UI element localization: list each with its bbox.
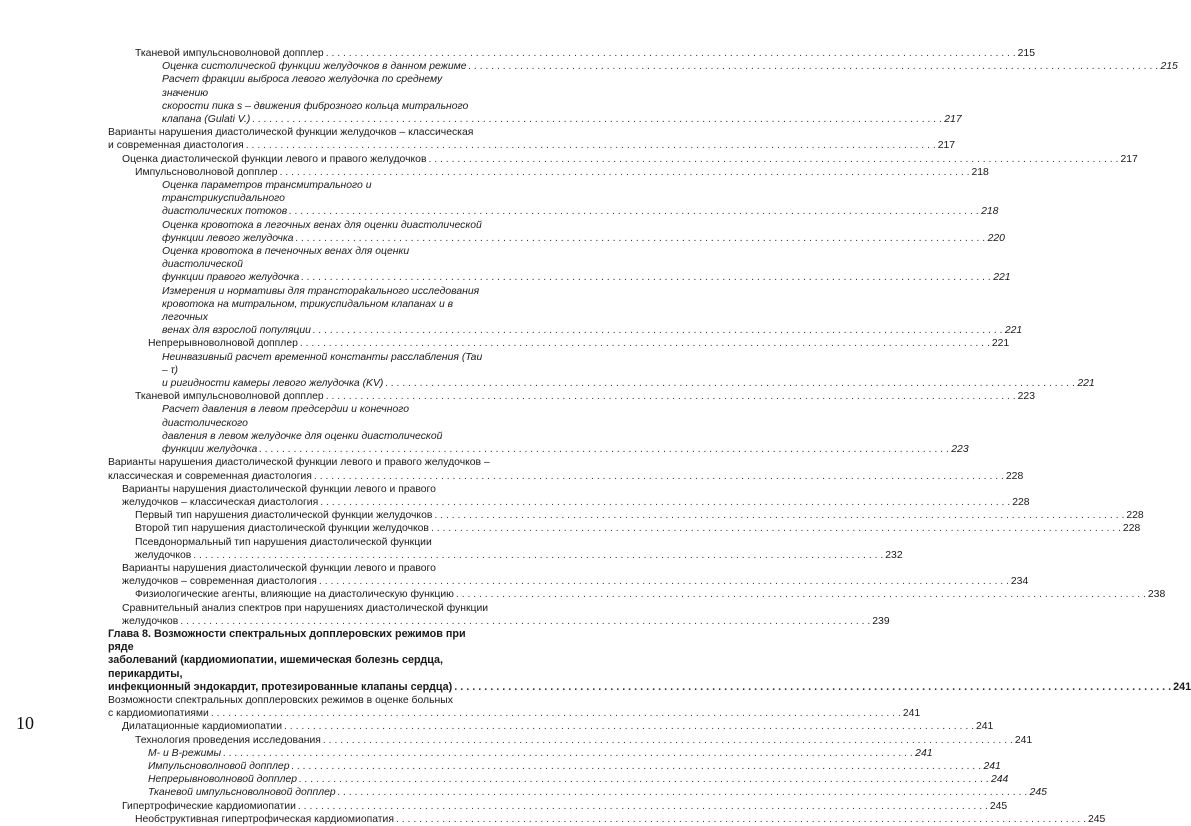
toc-entry[interactable] bbox=[108, 483, 1030, 509]
toc-entry-last-line bbox=[108, 588, 1166, 601]
toc-page-number: 245 bbox=[1029, 787, 1047, 799]
toc-entry-last-line bbox=[108, 549, 903, 562]
toc-entry[interactable] bbox=[108, 627, 1191, 694]
toc-entry-text: Оценка кровотока в печеночных венах для оценки диастолической bbox=[162, 246, 410, 271]
toc-entry-text: желудочков – классическая диастология bbox=[122, 496, 319, 508]
toc-entry[interactable] bbox=[108, 166, 989, 179]
toc-entry-text: функции правого желудочка bbox=[162, 272, 300, 284]
toc-entry-text: Расчет давления в левом предсердии и конечного диастолического bbox=[162, 404, 410, 429]
toc-entry-last-line bbox=[108, 324, 1023, 337]
toc-page-number: 241 bbox=[1014, 734, 1033, 746]
dot-leader bbox=[259, 443, 949, 456]
toc-entry[interactable] bbox=[108, 588, 1166, 601]
dot-leader bbox=[338, 786, 1028, 799]
toc-entry-text: Варианты нарушения диастолической функции левого и правого желудочков – bbox=[108, 457, 490, 469]
toc-entry-last-line bbox=[108, 390, 1035, 403]
toc-entry-text: и современная диастология bbox=[108, 140, 244, 152]
toc-page-number: 241 bbox=[1173, 680, 1191, 693]
dot-leader bbox=[314, 470, 1004, 483]
dot-leader bbox=[299, 773, 989, 786]
toc-page-number: 245 bbox=[1087, 813, 1106, 825]
toc-entry-text: Непрерывноволновой допплер bbox=[148, 774, 298, 786]
toc-entry-last-line bbox=[108, 153, 1138, 166]
dot-leader bbox=[326, 390, 1016, 403]
toc-entry-text: Глава 8. Возможности спектральных допплеровских режимов при ряде bbox=[108, 627, 466, 654]
toc-entry-last-line bbox=[108, 720, 994, 733]
toc-entry[interactable] bbox=[108, 153, 1138, 166]
toc-page-number: 220 bbox=[987, 232, 1005, 244]
toc-page-number: 241 bbox=[902, 708, 921, 720]
toc-page-number: 228 bbox=[1122, 523, 1141, 535]
toc-page-number: 228 bbox=[1126, 510, 1144, 522]
toc-entry-text: желудочков bbox=[135, 549, 192, 561]
toc-entry[interactable] bbox=[108, 760, 1001, 773]
toc-entry-text: Сравнительный анализ спектров при нарушениях диастолической функции bbox=[122, 602, 489, 614]
toc-entry[interactable] bbox=[108, 390, 1035, 403]
toc-entry[interactable] bbox=[108, 773, 1009, 786]
toc-entry[interactable] bbox=[108, 60, 1178, 73]
dot-leader bbox=[320, 496, 1010, 509]
toc-entry[interactable] bbox=[108, 747, 933, 760]
toc-page-number: 234 bbox=[1010, 576, 1029, 588]
dot-leader bbox=[326, 47, 1016, 60]
toc-page-number: 221 bbox=[991, 338, 1010, 350]
toc-entry-last-line bbox=[108, 113, 962, 126]
toc-page-number: 241 bbox=[915, 747, 933, 759]
toc-page-number: 239 bbox=[872, 615, 890, 627]
toc-page-number: 218 bbox=[981, 206, 999, 218]
toc-entry[interactable] bbox=[108, 720, 994, 733]
toc-entry-text: Физиологические агенты, влияющие на диастолическую функцию bbox=[135, 589, 454, 601]
toc-entry-last-line bbox=[108, 139, 956, 152]
toc-page-number: 241 bbox=[976, 721, 994, 733]
toc-entry-text: Оценка кровотока в легочных венах для оценки диастолической bbox=[162, 219, 482, 231]
page-number: 10 bbox=[16, 713, 34, 733]
toc-entry-text: Тканевой импульсноволновой допплер bbox=[135, 391, 324, 403]
dot-leader bbox=[319, 575, 1009, 588]
toc-page-number: 218 bbox=[971, 166, 989, 178]
dot-leader bbox=[454, 681, 1171, 694]
toc-entry[interactable] bbox=[108, 47, 1035, 60]
dot-leader bbox=[469, 60, 1159, 73]
toc-entry[interactable] bbox=[108, 694, 921, 720]
dot-leader bbox=[431, 522, 1121, 535]
toc-entry-text: Дилатационные кардиомиопатии bbox=[122, 721, 283, 733]
toc-page-number: 221 bbox=[993, 272, 1011, 284]
dot-leader bbox=[300, 337, 990, 350]
toc-entry-last-line bbox=[108, 337, 1010, 350]
toc-entry-text: Неинвазивный расчет временной константы расслабления (Tau – τ) bbox=[162, 351, 483, 376]
toc-entry-text: и ригидности камеры левого желудочка (KV) bbox=[162, 378, 384, 390]
toc-entry-text: клапана (Gulati V.) bbox=[162, 114, 251, 126]
toc-entry-text: функции желудочка bbox=[162, 444, 258, 456]
dot-leader bbox=[292, 760, 982, 773]
toc-entry-last-line bbox=[108, 615, 890, 628]
toc-entry-last-line bbox=[108, 443, 969, 456]
toc-entry-last-line bbox=[108, 47, 1035, 60]
toc-entry-text: инфекционный эндокардит, протезированные клапаны сердца) bbox=[108, 680, 453, 693]
toc-entry-last-line bbox=[108, 470, 1024, 483]
toc-page-number: 241 bbox=[983, 760, 1001, 772]
toc-entry-text: Расчет фракции выброса левого желудочка по среднему значению bbox=[162, 74, 443, 99]
toc-entry[interactable] bbox=[108, 219, 1005, 245]
dot-leader bbox=[434, 509, 1124, 522]
toc-entry-text: Оценка диастолической функции левого и правого желудочков bbox=[122, 153, 427, 165]
toc-entry[interactable] bbox=[108, 602, 890, 628]
toc-page-number: 228 bbox=[1012, 496, 1030, 508]
toc-entry-last-line bbox=[108, 166, 989, 179]
toc-entry[interactable] bbox=[108, 562, 1029, 588]
dot-leader bbox=[428, 153, 1118, 166]
dot-leader bbox=[211, 707, 901, 720]
toc-entry-last-line bbox=[108, 800, 1008, 813]
dot-leader bbox=[246, 139, 936, 152]
toc-entry-text: Импульсноволновой допплер bbox=[148, 760, 290, 772]
toc-entry-last-line bbox=[108, 522, 1141, 535]
toc-entry-text: Второй тип нарушения диастолической функции желудочков bbox=[135, 523, 429, 535]
toc-entry[interactable] bbox=[108, 337, 1010, 350]
dot-leader bbox=[301, 271, 991, 284]
toc-page-number: 223 bbox=[1017, 391, 1035, 403]
toc-entry-text: функции левого желудочка bbox=[162, 232, 294, 244]
toc-entry-text: М- и В-режимы bbox=[148, 747, 222, 759]
dot-leader bbox=[280, 166, 970, 179]
toc-entry-text: Необструктивная гипертрофическая кардиомиопатия bbox=[135, 813, 394, 825]
toc-page-number: 238 bbox=[1147, 589, 1166, 601]
toc-entry-last-line bbox=[108, 680, 1191, 694]
toc-entry-text: желудочков bbox=[122, 615, 179, 627]
toc-entry[interactable] bbox=[108, 522, 1141, 535]
toc-entry[interactable] bbox=[108, 126, 956, 152]
toc-entry-last-line bbox=[108, 773, 1009, 786]
toc-entry-last-line bbox=[108, 377, 1095, 390]
toc-entry-text: давления в левом желудочке для оценки диастолической bbox=[162, 430, 443, 442]
toc-page-number: 245 bbox=[989, 800, 1008, 812]
table-of-contents bbox=[108, 47, 1191, 826]
toc-entry-text: Оценка параметров трансмитрального и транстрикуспидального bbox=[162, 180, 372, 205]
toc-entry-text: венах для взрослой популяции bbox=[162, 325, 311, 337]
dot-leader bbox=[223, 747, 913, 760]
dot-leader bbox=[193, 549, 883, 562]
toc-entry-last-line bbox=[108, 60, 1178, 73]
toc-entry[interactable] bbox=[108, 536, 903, 562]
toc-entry-text: Возможности спектральных допплеровских режимов в оценке больных bbox=[108, 694, 453, 706]
toc-entry-last-line bbox=[108, 734, 1033, 747]
toc-page-number: 221 bbox=[1077, 378, 1095, 390]
toc-entry-text: Варианты нарушения диастолической функции левого и правого bbox=[122, 483, 436, 495]
dot-leader bbox=[385, 377, 1075, 390]
toc-entry[interactable] bbox=[108, 403, 969, 456]
toc-page-number: 244 bbox=[991, 774, 1009, 786]
dot-leader bbox=[298, 800, 988, 813]
toc-entry-text: Технология проведения исследования bbox=[135, 734, 321, 746]
toc-entry-text: классическая и современная диастология bbox=[108, 470, 312, 482]
toc-entry-last-line bbox=[108, 496, 1030, 509]
toc-entry-text: с кардиомиопатиями bbox=[108, 708, 209, 720]
toc-entry-text: Тканевой импульсноволновой допплер bbox=[135, 48, 324, 59]
dot-leader bbox=[180, 615, 870, 628]
toc-entry-text: скорости пика s – движения фиброзного кольца митрального bbox=[162, 100, 469, 112]
toc-entry-text: Тканевой импульсноволновой допплер bbox=[148, 787, 336, 799]
toc-entry-last-line bbox=[108, 707, 921, 720]
dot-leader bbox=[313, 324, 1003, 337]
dot-leader bbox=[296, 232, 986, 245]
toc-entry-text: Оценка систолической функции желудочков в данном режиме bbox=[162, 61, 467, 73]
toc-entry[interactable] bbox=[108, 786, 1047, 799]
toc-entry[interactable] bbox=[108, 73, 962, 126]
toc-entry-text: Гипертрофические кардиомиопатии bbox=[122, 800, 296, 812]
toc-entry[interactable] bbox=[108, 800, 1008, 813]
dot-leader bbox=[289, 205, 979, 218]
toc-entry[interactable] bbox=[108, 285, 1023, 338]
toc-entry-last-line bbox=[108, 760, 1001, 773]
toc-entry-text: заболеваний (кардиомиопатии, ишемическая болезнь сердца, перикардиты, bbox=[108, 654, 443, 680]
toc-entry-text: Непрерывноволновой допплер bbox=[148, 338, 298, 350]
toc-page-number: 215 bbox=[1160, 61, 1178, 73]
toc-entry[interactable] bbox=[108, 456, 1024, 482]
toc-entry-text: диастолических потоков bbox=[162, 206, 288, 218]
toc-entry-last-line bbox=[108, 509, 1144, 522]
toc-entry[interactable] bbox=[108, 734, 1033, 747]
toc-entry-last-line bbox=[108, 813, 1106, 826]
toc-entry-text: Варианты нарушения диастолической функции левого и правого bbox=[122, 562, 436, 574]
toc-page-number: 217 bbox=[937, 140, 956, 152]
toc-entry-text: Импульсноволновой допплер bbox=[135, 166, 278, 178]
toc-entry-last-line bbox=[108, 575, 1029, 588]
toc-entry-last-line bbox=[108, 205, 999, 218]
toc-page-number: 215 bbox=[1017, 48, 1035, 59]
toc-page-number: 223 bbox=[951, 444, 969, 456]
toc-entry-text: Псевдонормальный тип нарушения диастолической функции bbox=[135, 536, 432, 548]
toc-entry-text: желудочков – современная диастология bbox=[122, 576, 317, 588]
toc-page-number: 221 bbox=[1004, 325, 1023, 337]
dot-leader bbox=[284, 720, 974, 733]
dot-leader bbox=[252, 113, 942, 126]
toc-entry[interactable] bbox=[108, 351, 1095, 391]
toc-entry-last-line bbox=[108, 232, 1005, 245]
toc-page-number: 228 bbox=[1005, 470, 1024, 482]
dot-leader bbox=[396, 813, 1086, 826]
toc-page-number: 232 bbox=[885, 549, 903, 561]
toc-entry-text: Первый тип нарушения диастолической функции желудочков bbox=[135, 510, 433, 522]
toc-entry-text: Измерения и нормативы для транстораkального исследования bbox=[162, 285, 480, 297]
toc-page-number: 217 bbox=[1120, 153, 1138, 165]
toc-entry-last-line bbox=[108, 271, 1011, 284]
dot-leader bbox=[456, 588, 1146, 601]
toc-entry[interactable] bbox=[108, 245, 1011, 285]
toc-entry-last-line bbox=[108, 786, 1047, 799]
dot-leader bbox=[323, 734, 1013, 747]
toc-entry[interactable] bbox=[108, 509, 1144, 522]
toc-entry[interactable] bbox=[108, 179, 999, 219]
toc-entry-last-line bbox=[108, 747, 933, 760]
toc-entry[interactable] bbox=[108, 813, 1106, 826]
toc-entry-text: кровотока на митральном, трикуспидальном клапанах и в легочных bbox=[162, 298, 454, 324]
toc-entry-text: Варианты нарушения диастолической функции желудочков – классическая bbox=[108, 127, 474, 139]
toc-page-number: 217 bbox=[944, 114, 962, 126]
